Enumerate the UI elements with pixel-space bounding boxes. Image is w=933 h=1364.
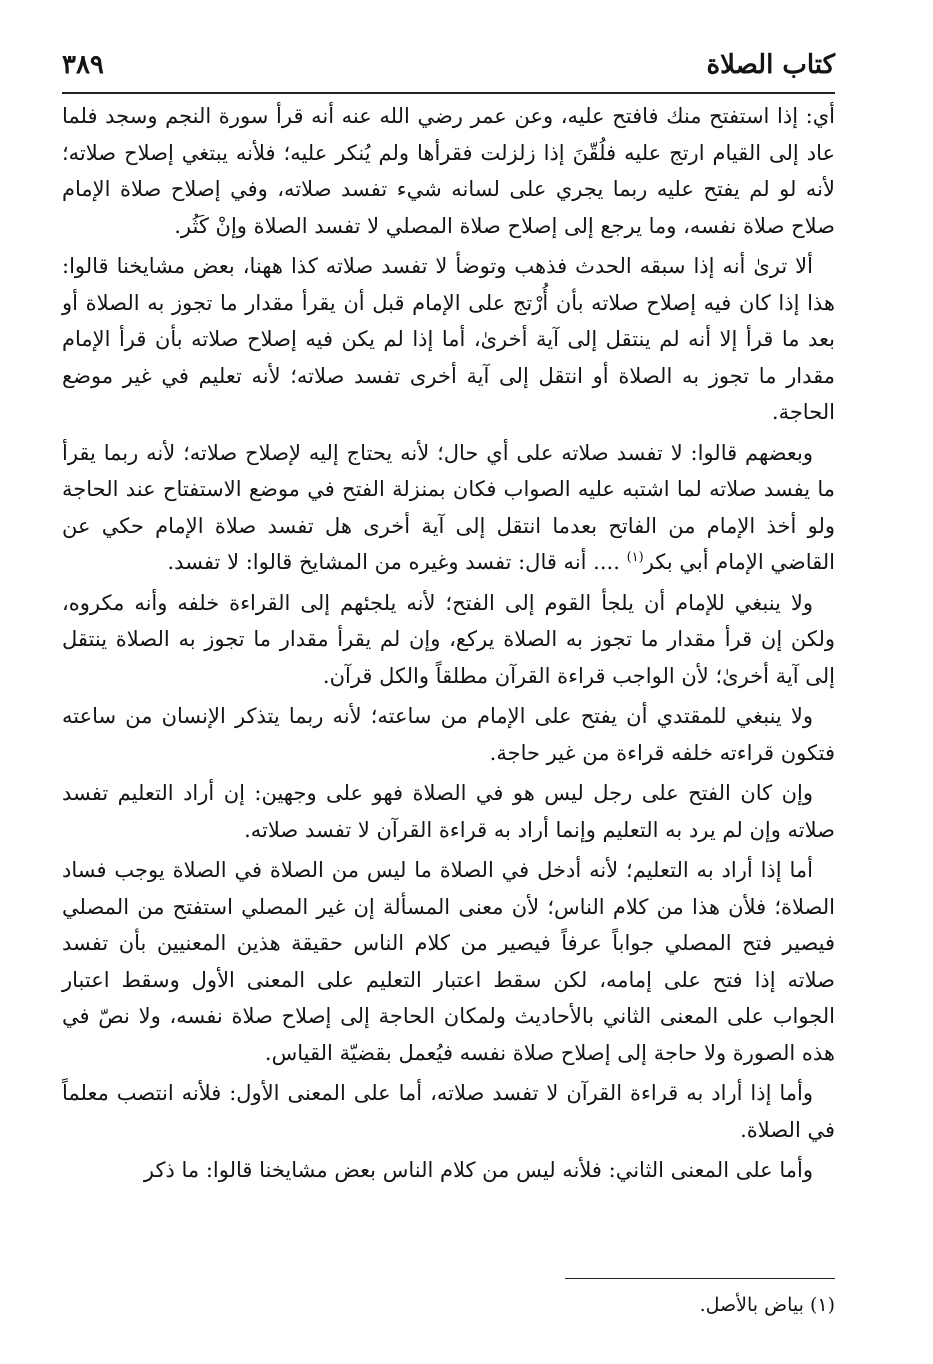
- page-header: [62, 40, 835, 90]
- footnote-divider: [565, 1278, 835, 1279]
- paragraph: ألا ترىٰ أنه إذا سبقه الحدث فذهب وتوضأ لا تفسد صلاته كذا ههنا، بعض مشايخنا قالوا: هذا إذا كان فيه إصلاح صلاته بأن أُرْتج على الإمام قبل أن يقرأ مقدار ما تجوز به الصلاة أو بعد ما قرأ إلا أنه لم ينتقل إلى آية أخرىٰ، أما إذا لم يكن فيه إصلاح صلاته بأن قرأ الإمام مقدار ما تجوز به الصلاة أو انتقل إلى آية أخرى تفسد صلاته؛ لأنه تعليم في غير موضع الحاجة.: [62, 254, 835, 424]
- paragraph: ولا ينبغي للمقتدي أن يفتح على الإمام من ساعته؛ لأنه ربما يتذكر الإنسان من ساعته فتكون قراءته خلفه قراءة من غير حاجة.: [62, 704, 835, 765]
- paragraph: [62, 435, 835, 581]
- paragraph: وأما على المعنى الثاني: فلأنه ليس من كلام الناس بعض مشايخنا قالوا: ما ذكر: [143, 1158, 813, 1182]
- footnote-text: بياض بالأصل.: [699, 1294, 804, 1316]
- header-divider: [62, 92, 835, 94]
- paragraph: أما إذا أراد به التعليم؛ لأنه أدخل في الصلاة ما ليس من الصلاة في الصلاة يوجب فساد الصلاة؛ فلأن هذا من كلام الناس؛ لأن معنى المسألة إن غير المصلي استفتح من المصلي فيصير فتح المصلي جواباً عرفاً فيصير من كلام الناس حقيقة هذين المعنيين بأن تفسد صلاته إذا فتح على إمامه، لكن سقط اعتبار التعليم على المعنى الأول وسقط اعتبار الجواب على المعنى الثاني بالأحاديث ولمكان الحاجة إلى إصلاح صلاة نفسه، ولا نصّ في هذه الصورة ولا حاجة إلى إصلاح صلاة نفسه فيُعمل بقضيّة القياس.: [62, 858, 835, 1065]
- paragraph: ولا ينبغي للإمام أن يلجأ القوم إلى الفتح؛ لأنه يلجئهم إلى القراءة خلفه وأنه مكروه، ولكن إن قرأ مقدار ما تجوز به الصلاة يركع، وإن لم يقرأ مقدار ما تجوز به الصلاة ينتقل إلى آية أخرىٰ؛ لأن الواجب قراءة القرآن مطلقاً والكل قرآن.: [62, 590, 835, 688]
- paragraph-text: وبعضهم قالوا: لا تفسد صلاته على أي حال؛ لأنه يحتاج إليه لإصلاح صلاته؛ لأنه ربما يقرأ ما يفسد صلاته لما اشتبه عليه الصواب فكان بمنزلة الفتح في موضع الاستفتاح عند الحاجة ولو أخذ الإمام من الفاتح بعدما انتقل إلى آية أخرى هل تفسد صلاة الإمام حكي عن القاضي الإمام أبي بكر: [62, 440, 835, 574]
- footnote: [62, 1290, 835, 1320]
- paragraph-text: .... أنه قال: تفسد وغيره من المشايخ قالوا: لا تفسد.: [167, 550, 620, 574]
- paragraph: أي: إذا استفتح منك فافتح عليه، وعن عمر رضي الله عنه أنه قرأ سورة النجم وسجد فلما عاد إلى القيام ارتج عليه فلُقّنَ إذا زلزلت فقرأها ولم يُنكر عليه؛ فلأنه يبتغي إصلاح صلاته؛ لأنه لو لم يفتح عليه ربما يجري على لسانه شيء تفسد صلاته، وفي إصلاح صلاة الإمام صلاح صلاة نفسه، وما يرجع إلى إصلاح صلاة المصلي لا تفسد الصلاة وإنْ كَثُر.: [62, 104, 835, 238]
- paragraph: وأما إذا أراد به قراءة القرآن لا تفسد صلاته، أما على المعنى الأول: فلأنه انتصب معلماً في الصلاة.: [62, 1081, 835, 1142]
- footnote-number: (١): [809, 1294, 835, 1316]
- footnote-marker[interactable]: (١): [626, 550, 644, 565]
- page-number: ٣٨٩: [62, 50, 104, 80]
- paragraph: وإن كان الفتح على رجل ليس هو في الصلاة فهو على وجهين: إن أراد التعليم تفسد صلاته وإن لم يرد به التعليم وإنما أراد به قراءة القرآن لا تفسد صلاته.: [62, 781, 835, 842]
- main-text: [62, 98, 835, 1193]
- chapter-title: كتاب الصلاة: [706, 50, 835, 80]
